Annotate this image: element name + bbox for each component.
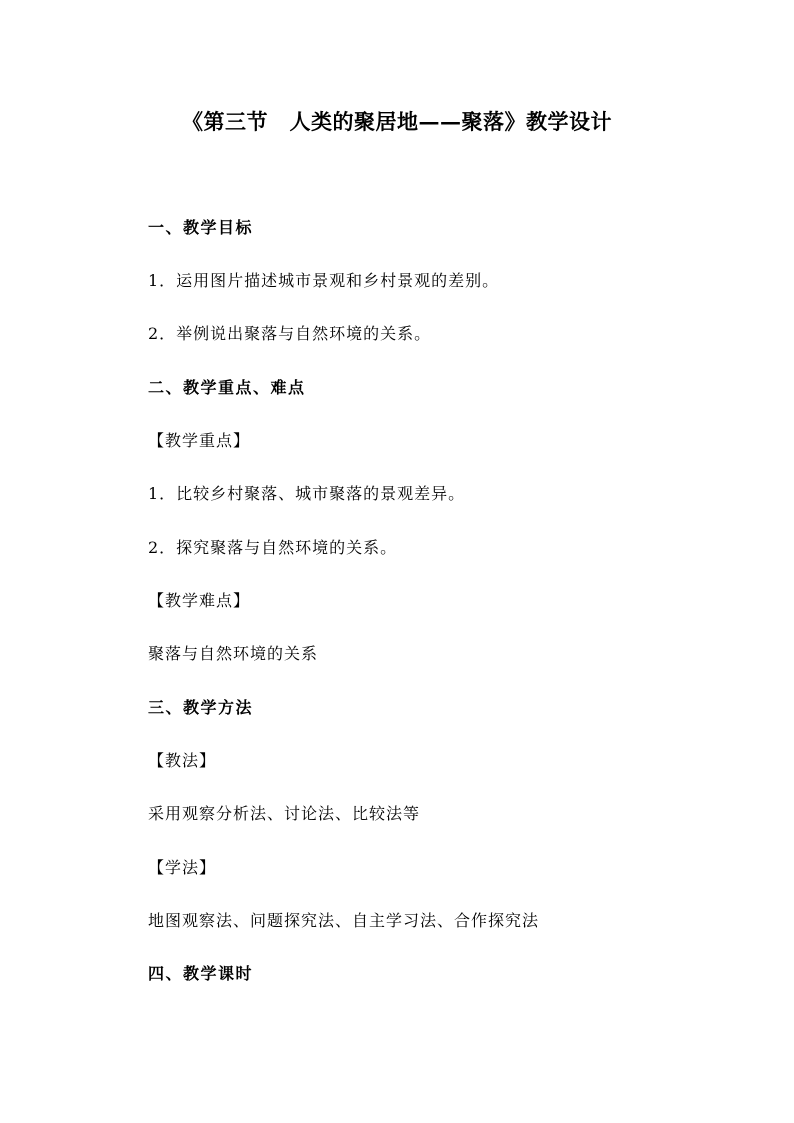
difficulty-text: 聚落与自然环境的关系 bbox=[148, 644, 319, 663]
objective-item-1: 1．运用图片描述城市景观和乡村景观的差别。 bbox=[148, 271, 500, 290]
section-heading-objectives: 一、教学目标 bbox=[148, 218, 254, 237]
learning-method-label: 【学法】 bbox=[148, 858, 217, 877]
learning-method-text: 地图观察法、问题探究法、自主学习法、合作探究法 bbox=[148, 911, 540, 930]
key-points-label: 【教学重点】 bbox=[148, 431, 251, 450]
section-heading-key-points: 二、教学重点、难点 bbox=[148, 378, 306, 397]
key-point-item-1: 1．比较乡村聚落、城市聚落的景观差异。 bbox=[148, 484, 466, 503]
key-point-item-2: 2．探究聚落与自然环境的关系。 bbox=[148, 538, 398, 557]
page-title: 《第三节 人类的聚居地——聚落》教学设计 bbox=[182, 109, 612, 134]
difficulty-label: 【教学难点】 bbox=[148, 591, 251, 610]
section-heading-hours: 四、教学课时 bbox=[148, 964, 254, 983]
teaching-method-text: 采用观察分析法、讨论法、比较法等 bbox=[148, 804, 421, 823]
teaching-method-label: 【教法】 bbox=[148, 751, 217, 770]
section-heading-methods: 三、教学方法 bbox=[148, 698, 254, 717]
objective-item-2: 2．举例说出聚落与自然环境的关系。 bbox=[148, 324, 432, 343]
